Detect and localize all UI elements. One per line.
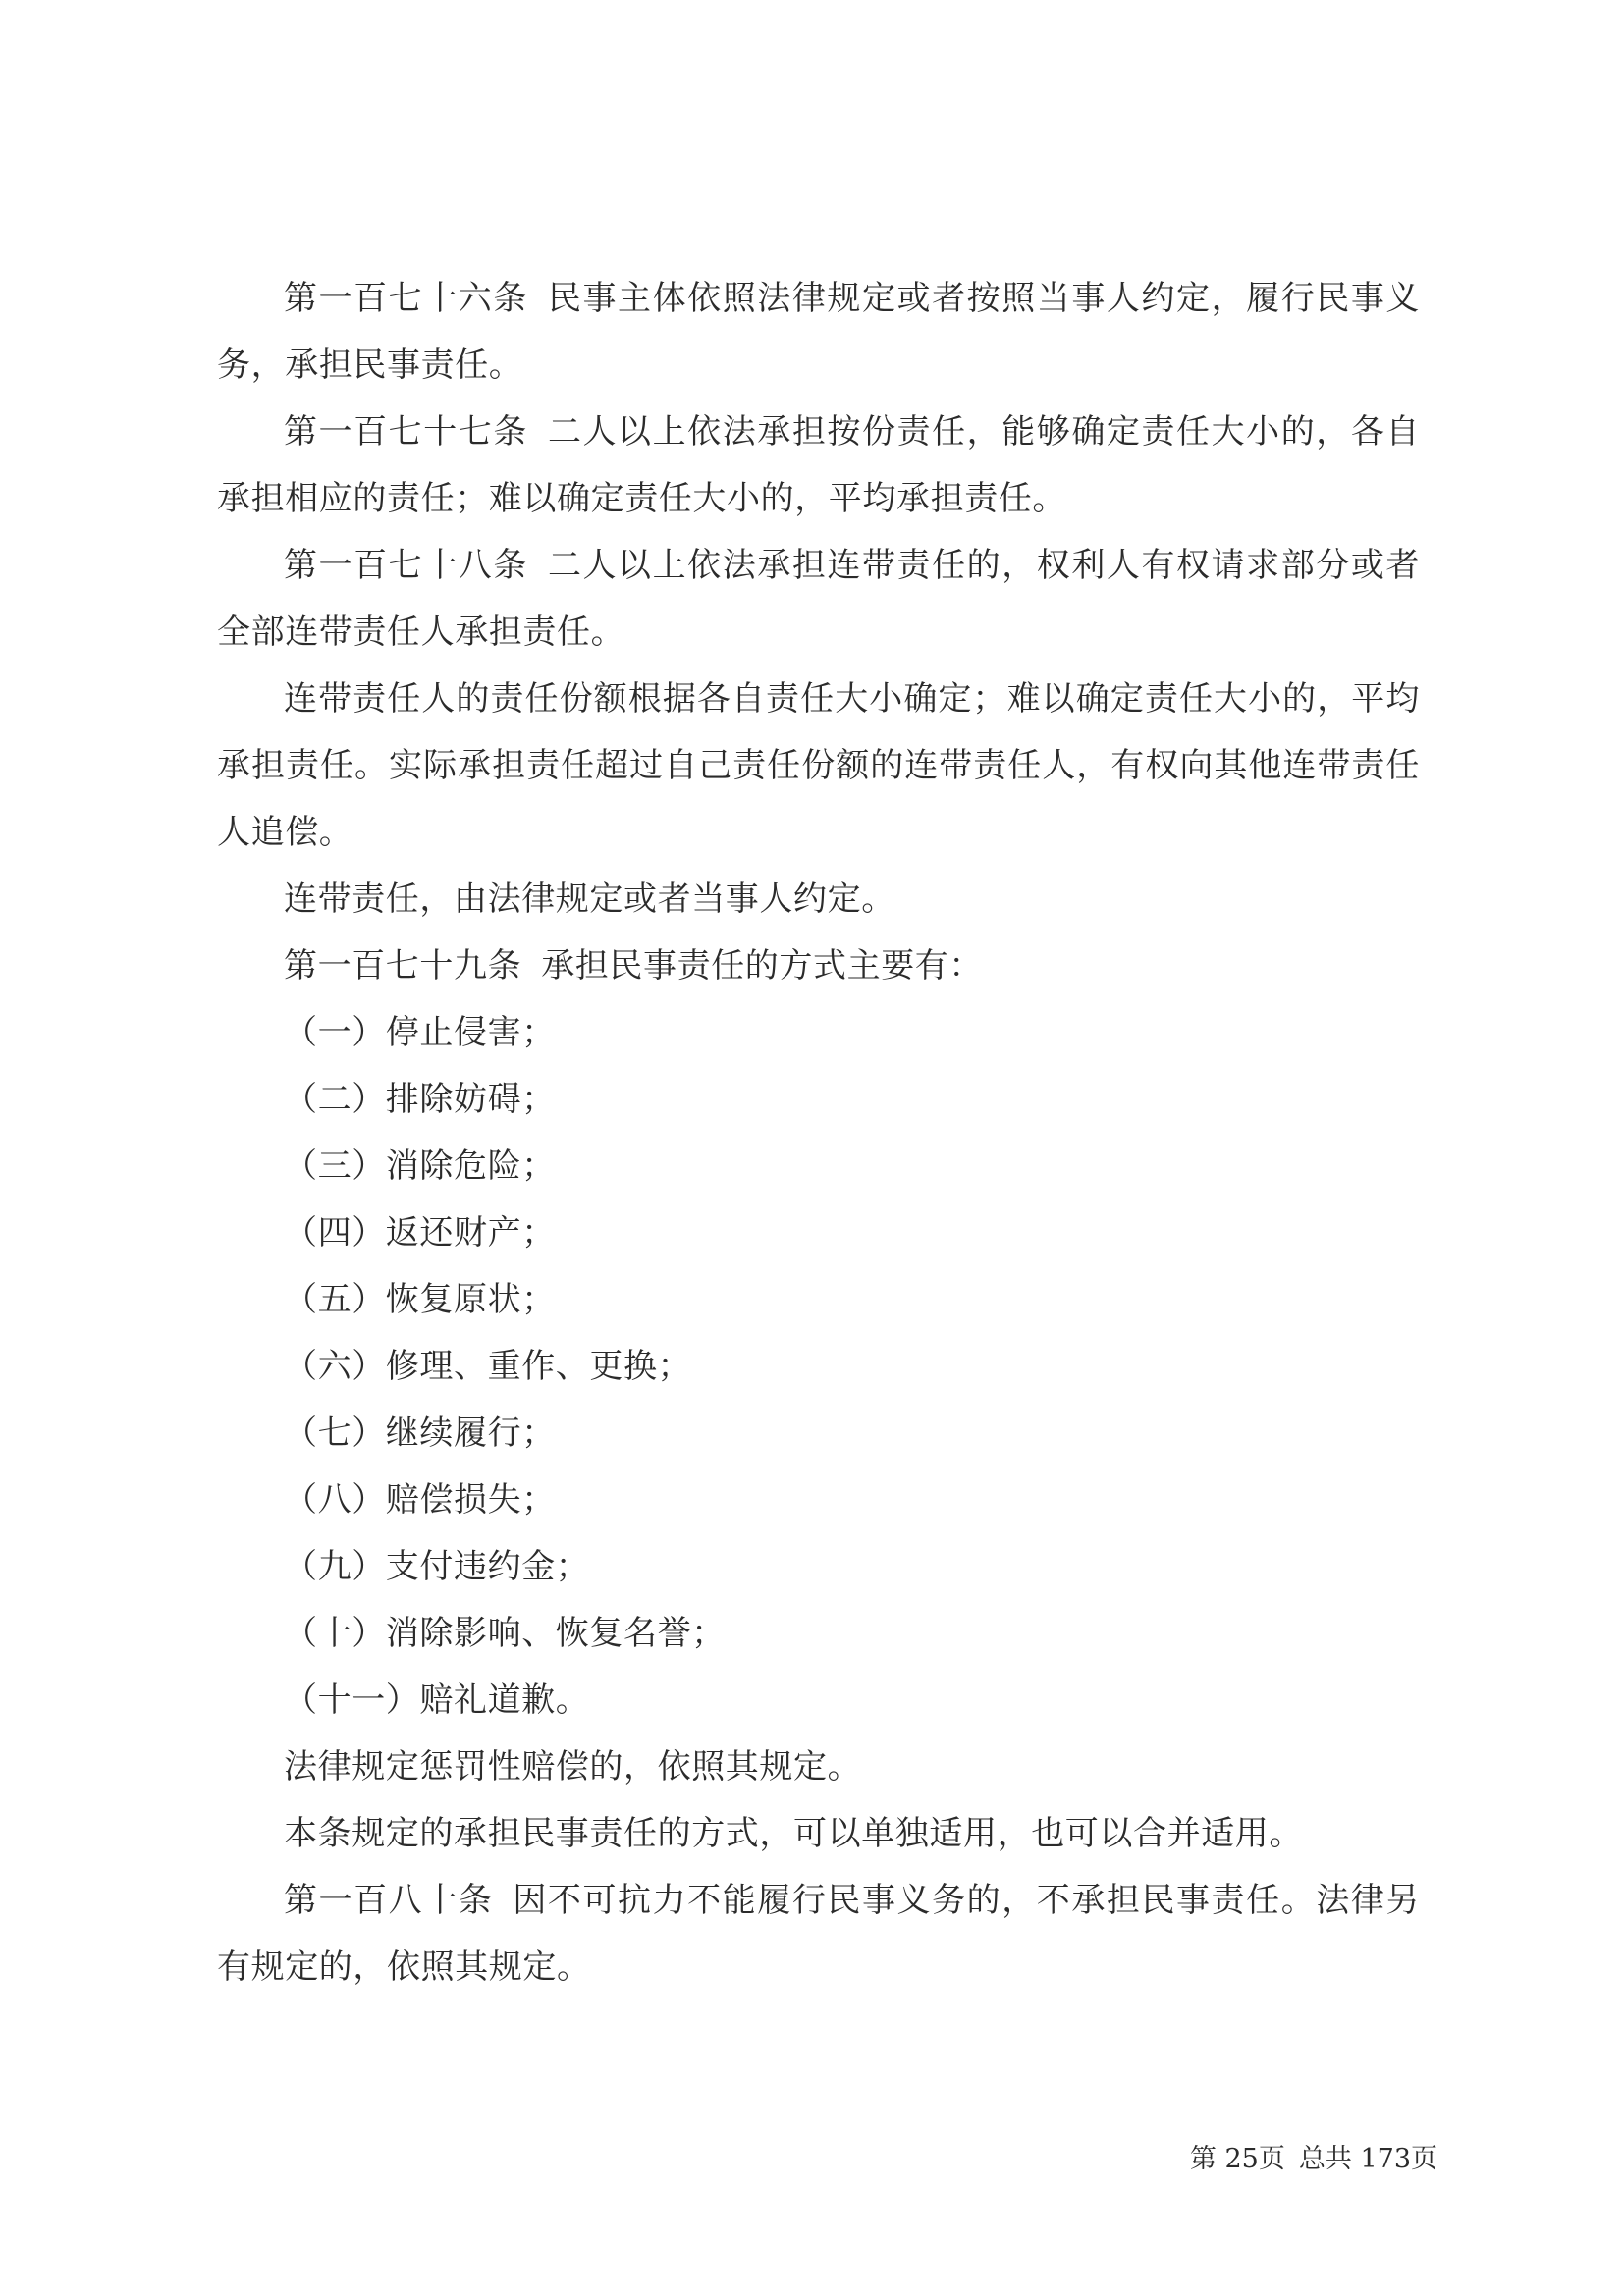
page-footer: [1190, 2142, 1437, 2177]
list-item-text: （六）修理、重作、更换；: [284, 1347, 692, 1386]
paragraph: [217, 265, 1420, 399]
paragraph-text: 因不可抗力不能履行民事义务的，不承担民事责任。法律另有规定的，依照其规定。: [217, 1881, 1420, 1987]
page-number: 第 25页: [1189, 2144, 1285, 2174]
paragraph-text: 连带责任，由法律规定或者当事人约定。: [284, 880, 895, 919]
list-item: [217, 1400, 1420, 1467]
paragraph-text: 二人以上依法承担连带责任的，权利人有权请求部分或者全部连带责任人承担责任。: [217, 546, 1421, 652]
article-number: 第一百七十八条: [284, 546, 528, 585]
paragraph: [217, 666, 1420, 866]
list-item: [217, 1467, 1420, 1533]
list-item-text: （九）支付违约金；: [284, 1547, 590, 1586]
list-item: [217, 1066, 1420, 1133]
article-number: 第一百八十条: [284, 1881, 494, 1920]
list-item-text: （一）停止侵害；: [284, 1013, 556, 1052]
list-item: [217, 1667, 1420, 1734]
article-number: 第一百七十九条: [284, 946, 522, 986]
paragraph-text: 民事主体依照法律规定或者按照当事人约定，履行民事义务，承担民事责任。: [217, 279, 1421, 385]
list-item: [217, 1133, 1420, 1200]
list-item: [217, 1200, 1420, 1266]
paragraph-text: 二人以上依法承担按份责任，能够确定责任大小的，各自承担相应的责任；难以确定责任大小的，平均承担责任。: [217, 412, 1421, 518]
list-item: [217, 1333, 1420, 1400]
paragraph: [217, 933, 1420, 999]
article-number: 第一百七十七条: [284, 412, 528, 452]
list-item-text: （七）继续履行；: [284, 1414, 556, 1453]
document-body: [217, 265, 1420, 2001]
total-pages: 总共 173页: [1298, 2144, 1437, 2174]
list-item: [217, 1533, 1420, 1600]
paragraph-text: 承担民事责任的方式主要有：: [541, 946, 984, 986]
list-item-text: （八）赔偿损失；: [284, 1480, 556, 1520]
list-item-text: （十）消除影响、恢复名誉；: [284, 1614, 726, 1653]
paragraph: [217, 1800, 1420, 1867]
article-number: 第一百七十六条: [284, 279, 528, 318]
list-item-text: （五）恢复原状；: [284, 1280, 556, 1319]
paragraph-text: 法律规定惩罚性赔偿的，依照其规定。: [284, 1747, 862, 1787]
list-item: [217, 999, 1420, 1066]
paragraph: [217, 399, 1420, 532]
list-item-text: （四）返还财产；: [284, 1213, 556, 1253]
paragraph-text: 连带责任人的责任份额根据各自责任大小确定；难以确定责任大小的，平均承担责任。实际承担责任超过自己责任份额的连带责任人，有权向其他连带责任人追偿。: [217, 679, 1420, 852]
list-item-text: （二）排除妨碍；: [284, 1080, 556, 1119]
list-item-text: （三）消除危险；: [284, 1147, 556, 1186]
paragraph: [217, 1867, 1420, 2001]
paragraph-text: 本条规定的承担民事责任的方式，可以单独适用，也可以合并适用。: [284, 1814, 1303, 1853]
paragraph: [217, 866, 1420, 933]
list-item: [217, 1266, 1420, 1333]
list-item: [217, 1600, 1420, 1667]
list-item-text: （十一）赔礼道歉。: [284, 1681, 590, 1720]
paragraph: [217, 1734, 1420, 1800]
paragraph: [217, 532, 1420, 666]
